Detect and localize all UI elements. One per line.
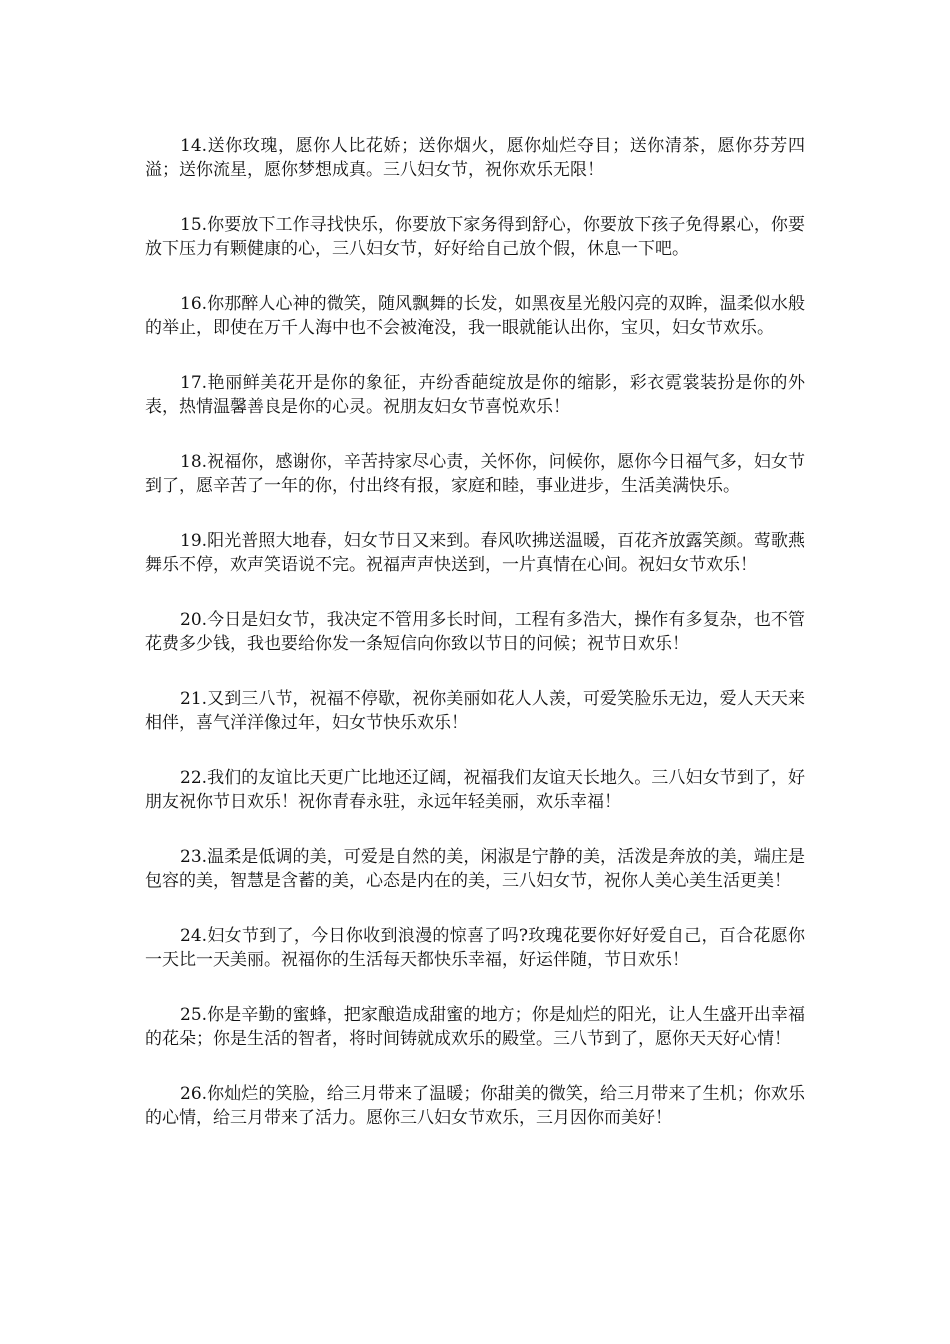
paragraph: 20.今日是妇女节，我决定不管用多长时间，工程有多浩大，操作有多复杂，也不管花费多少钱，我也要给你发一条短信向你致以节日的问候；祝节日欢乐！ — [145, 610, 805, 654]
paragraph: 25.你是辛勤的蜜蜂，把家酿造成甜蜜的地方；你是灿烂的阳光，让人生盛开出幸福的花朵；你是生活的智者，将时间铸就成欢乐的殿堂。三八节到了，愿你天天好心情！ — [145, 1005, 805, 1049]
paragraph: 23.温柔是低调的美，可爱是自然的美，闲淑是宁静的美，活泼是奔放的美，端庄是包容的美，智慧是含蓄的美，心态是内在的美，三八妇女节，祝你人美心美生活更美！ — [145, 847, 805, 891]
document-body — [145, 134, 805, 1161]
paragraph: 18.祝福你，感谢你，辛苦持家尽心责，关怀你，问候你，愿你今日福气多，妇女节到了，愿辛苦了一年的你，付出终有报，家庭和睦，事业进步，生活美满快乐。 — [145, 452, 805, 496]
paragraph: 26.你灿烂的笑脸，给三月带来了温暖；你甜美的微笑，给三月带来了生机；你欢乐的心情，给三月带来了活力。愿你三八妇女节欢乐，三月因你而美好！ — [145, 1084, 805, 1128]
paragraph: 16.你那醉人心神的微笑，随风飘舞的长发，如黑夜星光般闪亮的双眸，温柔似水般的举止，即使在万千人海中也不会被淹没，我一眼就能认出你，宝贝，妇女节欢乐。 — [145, 294, 805, 338]
paragraph: 24.妇女节到了，今日你收到浪漫的惊喜了吗?玫瑰花要你好好爱自己，百合花愿你一天比一天美丽。祝福你的生活每天都快乐幸福，好运伴随，节日欢乐！ — [145, 926, 805, 970]
paragraph: 17.艳丽鲜美花开是你的象征，卉纷香葩绽放是你的缩影，彩衣霓裳装扮是你的外表，热情温馨善良是你的心灵。祝朋友妇女节喜悦欢乐！ — [145, 373, 805, 417]
paragraph: 21.又到三八节，祝福不停歇，祝你美丽如花人人羡，可爱笑脸乐无边，爱人天天来相伴，喜气洋洋像过年，妇女节快乐欢乐！ — [145, 689, 805, 733]
paragraph: 22.我们的友谊比天更广比地还辽阔，祝福我们友谊天长地久。三八妇女节到了，好朋友祝你节日欢乐！祝你青春永驻，永远年轻美丽，欢乐幸福！ — [145, 768, 805, 812]
paragraph: 15.你要放下工作寻找快乐，你要放下家务得到舒心，你要放下孩子免得累心，你要放下压力有颗健康的心，三八妇女节，好好给自己放个假，休息一下吧。 — [145, 215, 805, 259]
paragraph: 14.送你玫瑰，愿你人比花娇；送你烟火，愿你灿烂夺目；送你清茶，愿你芬芳四溢；送你流星，愿你梦想成真。三八妇女节，祝你欢乐无限！ — [145, 136, 805, 180]
paragraph: 19.阳光普照大地春，妇女节日又来到。春风吹拂送温暖，百花齐放露笑颜。莺歌燕舞乐不停，欢声笑语说不完。祝福声声快送到，一片真情在心间。祝妇女节欢乐！ — [145, 531, 805, 575]
